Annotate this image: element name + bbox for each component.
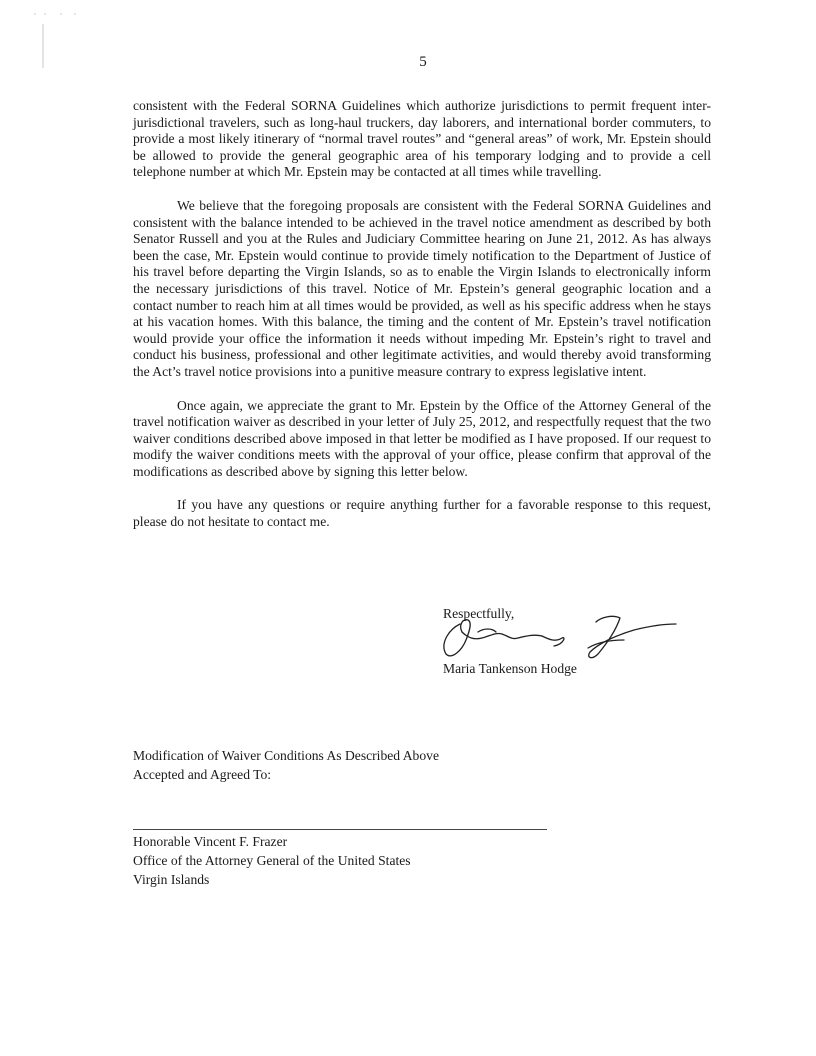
modification-acceptance-block xyxy=(133,746,439,784)
modification-line: Modification of Waiver Conditions As Described Above xyxy=(133,748,439,763)
signatory-location: Virgin Islands xyxy=(133,872,210,887)
signatory-office: Office of the Attorney General of the United States xyxy=(133,853,411,868)
page-number: 5 xyxy=(419,54,427,70)
agreement-signatory-block xyxy=(133,832,411,889)
handwritten-signature xyxy=(438,610,678,664)
signature-line xyxy=(133,829,547,830)
signer-name: Maria Tankenson Hodge xyxy=(443,661,577,676)
signatory-name: Honorable Vincent F. Frazer xyxy=(133,834,288,849)
closing-salutation: Respectfully, xyxy=(443,606,515,621)
letter-body xyxy=(133,98,711,548)
paragraph-sorna-guidelines: consistent with the Federal SORNA Guidelines which authorize jurisdictions to permit frequent inter-jurisdictional travelers, such as long-haul truckers, day laborers, and international border commuters, to provide a most likely itinerary of “normal travel routes” and “general areas” of work, Mr. Epstein should be allowed to provide the general geographic area of his temporary lodging and to provide a cell telephone number at which Mr. Epstein may be contacted at all times while travelling. xyxy=(133,98,711,180)
paragraph-contact: If you have any questions or require anything further for a favorable response to this request, please do not hesitate to contact me. xyxy=(133,497,711,530)
accepted-agreed-line: Accepted and Agreed To: xyxy=(133,767,272,782)
paragraph-foregoing-proposals: We believe that the foregoing proposals are consistent with the Federal SORNA Guidelines and consistent with the balance intended to be achieved in the travel notice amendment as described by both Senator Russell and you at the Rules and Judiciary Committee hearing on June 21, 2012. As has always been the case, Mr. Epstein would continue to provide timely notification to the Department of Justice of his travel before departing the Virgin Islands, so as to enable the Virgin Islands to electronically inform the necessary jurisdictions of this travel. Notice of Mr. Epstein’s general geographic location and a contact number to reach him at all times would be provided, as well as his specific address when he stays at his vacation homes. With this balance, the timing and the content of Mr. Epstein’s travel notification would provide your office the information it needs without impeding Mr. Epstein’s right to travel and conduct his business, professional and other legitimate activities, and would thereby avoid transforming the Act’s travel notice provisions into a punitive measure contrary to express legislative intent. xyxy=(133,197,711,379)
paragraph-waiver-request: Once again, we appreciate the grant to Mr. Epstein by the Office of the Attorney General of the travel notification waiver as described in your letter of July 25, 2012, and respectfully request that the two waiver conditions described above imposed in that letter be modified as I have proposed. If our request to modify the waiver conditions meets with the approval of your office, please confirm that approval of the modifications as described above by signing this letter below. xyxy=(133,397,711,479)
